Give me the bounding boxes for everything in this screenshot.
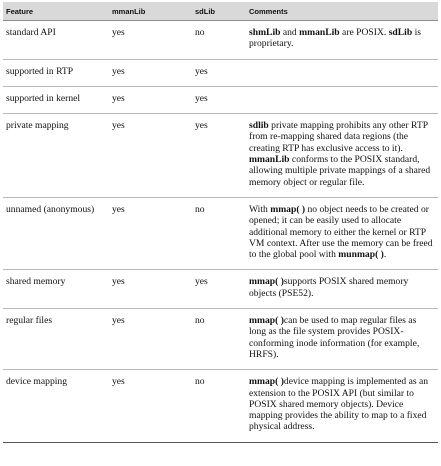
- sdlib-cell: no: [192, 370, 246, 442]
- mmanlib-cell: yes: [109, 197, 192, 269]
- table-row: [3, 114, 438, 198]
- table-row: [3, 86, 438, 113]
- comment-text: no object needs to be created or opened; it can be easily used to allocate additional memory to either the kernel or RTP VM context. After use the memory can be freed to the global pool with: [249, 203, 433, 261]
- comment-text: and: [280, 27, 300, 38]
- header-sdlib: sdLib: [192, 2, 246, 21]
- sdlib-cell: no: [192, 21, 246, 60]
- header-mmanlib: mmanLib: [109, 2, 192, 21]
- feature-cell: supported in RTP: [3, 59, 109, 86]
- comment-text: .: [383, 249, 387, 261]
- sdlib-cell: yes: [192, 114, 246, 198]
- mmanlib-cell: yes: [109, 21, 192, 60]
- table-row: [3, 370, 438, 442]
- comment-bold-term: sdlib: [249, 120, 269, 132]
- feature-cell: device mapping: [3, 370, 109, 442]
- sdlib-cell: yes: [192, 270, 246, 309]
- comment-text: can be used to map regular files as long as the file system provides POSIX-conforming inode information (for example, HRFS).: [249, 315, 420, 360]
- comment-text: device mapping is implemented as an extension to the POSIX API (but similar to POSIX shared memory objects). Device mapping provides the ability to map to a fixed physical address.: [249, 376, 429, 433]
- comment-cell: [246, 197, 438, 269]
- feature-cell: standard API: [3, 21, 109, 60]
- sdlib-cell: no: [192, 309, 246, 370]
- comment-text: supports POSIX shared memory objects (PSE52).: [249, 276, 409, 299]
- comment-bold-term: mmanLib: [299, 27, 340, 38]
- comment-bold-term: mmap( ): [270, 203, 306, 215]
- sdlib-cell: no: [192, 197, 246, 269]
- mmanlib-cell: yes: [109, 114, 192, 198]
- sdlib-cell: yes: [192, 59, 246, 86]
- table-row: [3, 309, 438, 370]
- feature-cell: regular files: [3, 309, 109, 370]
- comment-cell: [246, 59, 438, 86]
- comment-cell: [246, 270, 438, 309]
- comment-bold-term: mmap( ): [249, 315, 284, 327]
- comment-cell: [246, 21, 438, 60]
- mmanlib-cell: yes: [109, 370, 192, 442]
- comment-text: conforms to the POSIX standard, allowing multiple private mappings of a shared memory object or regular file.: [249, 154, 431, 188]
- mmanlib-cell: yes: [109, 270, 192, 309]
- table-row: [3, 59, 438, 86]
- header-row: [3, 2, 438, 21]
- comment-cell: [246, 114, 438, 198]
- comment-bold-term: mmap( ): [249, 276, 284, 288]
- feature-cell: unnamed (anonymous): [3, 197, 109, 269]
- comment-cell: [246, 370, 438, 442]
- comment-text: is proprietary.: [249, 27, 421, 50]
- comment-text: private mapping prohibits any other RTP from re-mapping shared data regions (the creating RTP has exclusive access to it).: [249, 120, 428, 154]
- feature-cell: shared memory: [3, 270, 109, 309]
- comment-bold-term: munmap( ): [338, 249, 384, 261]
- header-feature: Feature: [3, 2, 109, 21]
- header-comments: Comments: [246, 2, 438, 21]
- table-header: [3, 2, 438, 21]
- comment-bold-term: mmap( ): [249, 376, 284, 388]
- feature-cell: supported in kernel: [3, 86, 109, 113]
- comment-bold-term: mmanLib: [249, 154, 290, 166]
- comment-cell: [246, 86, 438, 113]
- comment-text: are POSIX.: [339, 27, 389, 38]
- mmanlib-cell: yes: [109, 59, 192, 86]
- table-row: [3, 21, 438, 60]
- mmanlib-cell: yes: [109, 86, 192, 113]
- table-row: [3, 270, 438, 309]
- comment-bold-term: shmLib: [249, 27, 281, 38]
- feature-comparison-table: [3, 2, 438, 443]
- feature-cell: private mapping: [3, 114, 109, 198]
- table-body: [3, 21, 438, 443]
- comment-text: With: [249, 203, 271, 215]
- mmanlib-cell: yes: [109, 309, 192, 370]
- sdlib-cell: yes: [192, 86, 246, 113]
- comment-cell: [246, 309, 438, 370]
- table-row: [3, 197, 438, 269]
- comment-bold-term: sdLib: [388, 27, 413, 38]
